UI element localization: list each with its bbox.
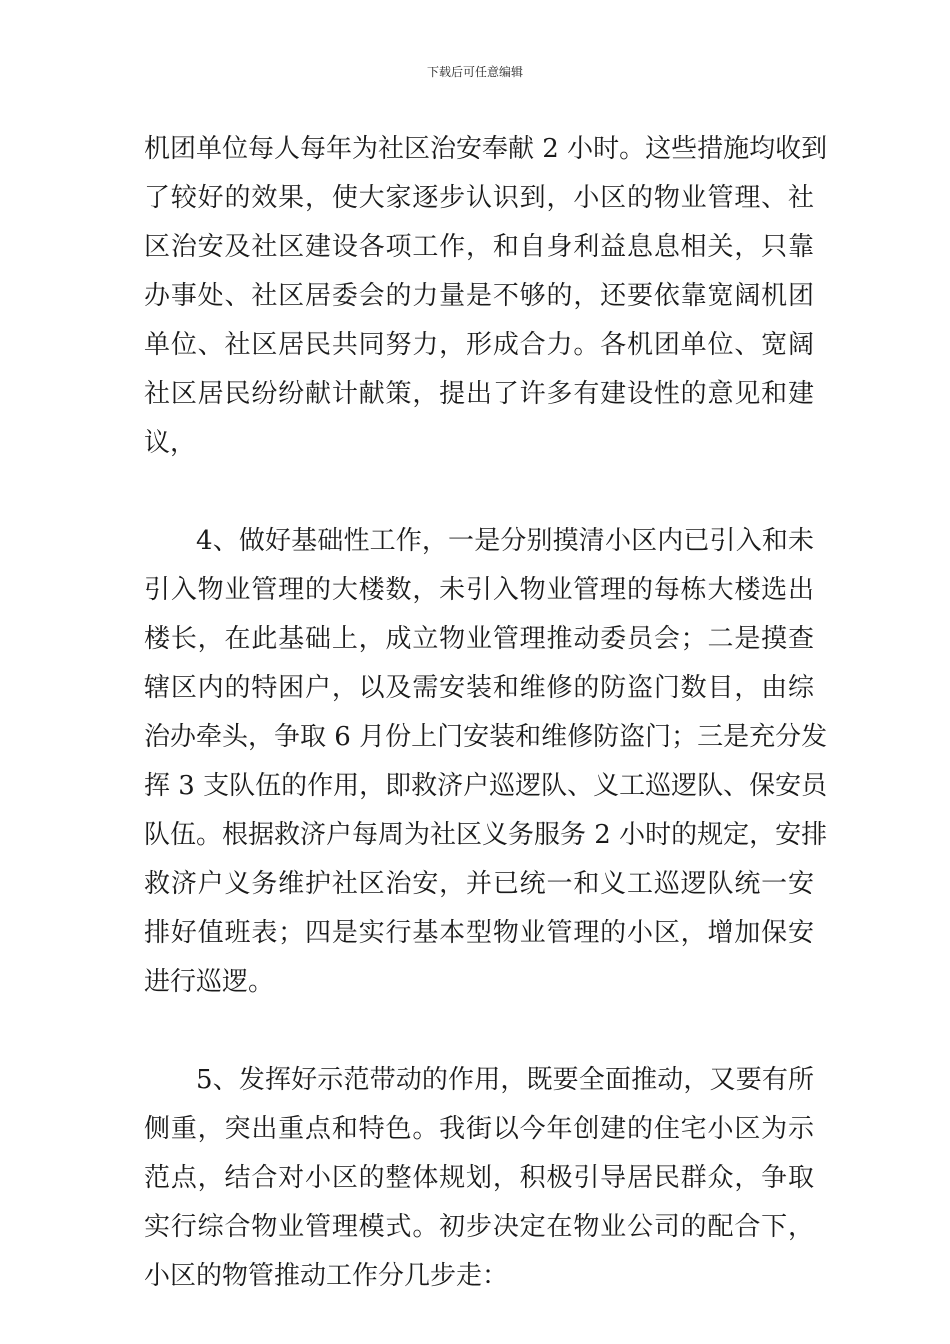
text-line: 队伍。根据救济户每周为社区义务服务 2 小时的规定，安排 <box>144 820 828 850</box>
text-line: 4、做好基础性工作，一是分别摸清小区内已引入和未 <box>196 526 814 556</box>
text-line: 排好值班表；四是实行基本型物业管理的小区，增加保安 <box>144 918 814 948</box>
text-line: 小区的物管推动工作分几步走： <box>144 1261 509 1291</box>
text-line: 范点，结合对小区的整体规划，积极引导居民群众，争取 <box>144 1163 814 1193</box>
text-line: 侧重，突出重点和特色。我街以今年创建的住宅小区为示 <box>144 1114 814 1144</box>
text-line: 社区居民纷纷献计献策，提出了许多有建设性的意见和建 <box>144 379 814 409</box>
text-line: 楼长，在此基础上，成立物业管理推动委员会；二是摸查 <box>144 624 814 654</box>
text-line: 救济户义务维护社区治安，并已统一和义工巡逻队统一安 <box>144 869 814 899</box>
paragraph-1 <box>144 125 828 468</box>
page-header: 下载后可任意编辑 <box>426 65 523 79</box>
paragraph-3 <box>144 1056 814 1301</box>
text-line: 进行巡逻。 <box>144 967 275 997</box>
text-line: 了较好的效果，使大家逐步认识到，小区的物业管理、社 <box>144 183 814 213</box>
document-body <box>144 125 828 1301</box>
text-line: 实行综合物业管理模式。初步决定在物业公司的配合下， <box>144 1212 814 1242</box>
text-line: 办事处、社区居委会的力量是不够的，还要依靠宽阔机团 <box>144 281 814 311</box>
paragraph-spacer <box>144 1007 814 1056</box>
paragraph-spacer <box>144 468 814 517</box>
text-line: 引入物业管理的大楼数，未引入物业管理的每栋大楼选出 <box>144 575 814 605</box>
text-line: 议， <box>144 428 197 458</box>
text-line: 区治安及社区建设各项工作，和自身利益息息相关，只靠 <box>144 232 814 262</box>
text-line: 机团单位每人每年为社区治安奉献 2 小时。这些措施均收到 <box>144 134 828 164</box>
text-line: 辖区内的特困户，以及需安装和维修的防盗门数目，由综 <box>144 673 814 703</box>
text-line: 治办牵头，争取 6 月份上门安装和维修防盗门；三是充分发 <box>144 722 828 752</box>
text-line: 单位、社区居民共同努力，形成合力。各机团单位、宽阔 <box>144 330 814 360</box>
paragraph-2 <box>144 517 828 1007</box>
text-line: 5、发挥好示范带动的作用，既要全面推动，又要有所 <box>196 1065 814 1095</box>
text-line: 挥 3 支队伍的作用，即救济户巡逻队、义工巡逻队、保安员 <box>144 771 828 801</box>
